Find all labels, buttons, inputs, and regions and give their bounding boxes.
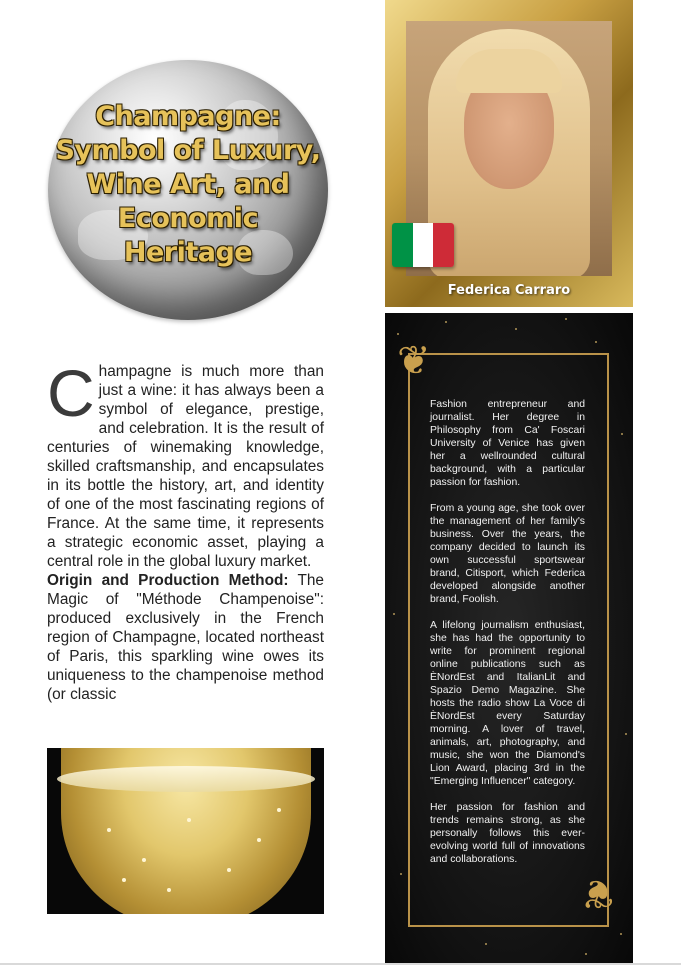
section-heading: Origin and Production Method: [47, 572, 289, 589]
drop-cap: C [47, 356, 95, 430]
author-portrait-frame [385, 0, 633, 307]
article-title [48, 100, 328, 270]
article-intro: hampagne is much more than just a wine: it has always been a symbol of elegance, prestige, and celebration. It is the result of centuries of winemaking knowledge, skilled craftsmanship, and encapsulates in its bottle the history, art, and identity of one of the most fascinating regions of France. At the same time, it represents a strategic economic asset, playing a central role in the global luxury market. [47, 363, 324, 570]
bio-paragraph: A lifelong journalism enthusiast, she has had the opportunity to write for prominent regional online publications such as ÈNordEst and ItalianLit and Spazio Demo Magazine. She hosts the radio show La Voce di ÈNordEst every Saturday morning. A lover of travel, animals, art, photography, and music, she won the Diamond's Lion Award, placing 3rd in the "Emerging Influencer" category. [430, 620, 585, 787]
title-line: Heritage [123, 237, 253, 268]
bio-text [430, 398, 585, 879]
section-text: The Magic of "Méthode Champenoise": produced exclusively in the French region of Champagne, located northeast of Paris, this sparkling wine owes its uniqueness to the champenoise method (or classic [47, 572, 324, 703]
champagne-glass-photo [47, 748, 324, 914]
ornament-top-left-icon: ❦ [397, 338, 431, 384]
author-name: Federica Carraro [447, 283, 571, 298]
author-bio-panel [385, 313, 633, 965]
title-line: Economic [117, 203, 259, 234]
bio-paragraph: Fashion entrepreneur and journalist. Her degree in Philosophy from Ca' Foscari University of Venice has given her a wellrounded cultural background, with a particular passion for fashion. [430, 399, 585, 488]
article-body [47, 356, 324, 704]
title-globe [48, 60, 328, 320]
title-line: Symbol of Luxury, [55, 135, 321, 166]
title-line: Wine Art, and [86, 169, 290, 200]
italy-flag-icon [392, 223, 454, 267]
bio-paragraph: Her passion for fashion and trends remains strong, as she personally follows this ever-evolving world full of innovations and collaborations. [430, 802, 585, 865]
ornament-bottom-right-icon: ❦ [581, 870, 615, 916]
bio-paragraph: From a young age, she took over the management of her family's business. Over the years, the company decided to launch its own successful sportswear brand, Citisport, which Federica developed alongside another brand, Foolish. [430, 503, 585, 605]
title-line: Champagne: [95, 101, 281, 132]
